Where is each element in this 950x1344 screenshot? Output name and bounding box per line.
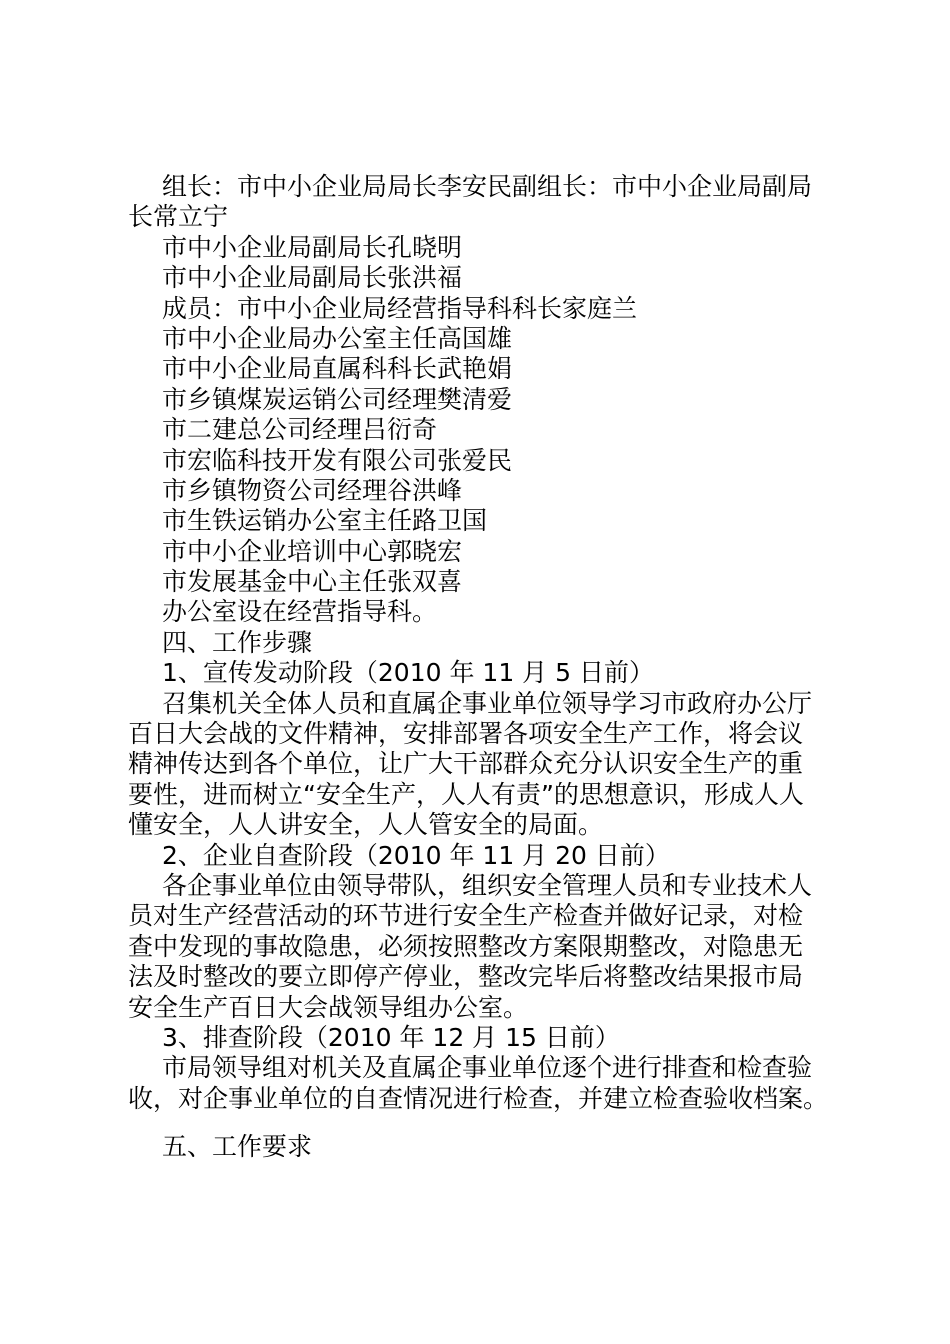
text-line: 懂安全，人人讲安全，人人管安全的局面。 <box>128 810 604 840</box>
text-line: 市乡镇煤炭运销公司经理樊清爱 <box>162 384 513 414</box>
document-page <box>128 172 829 1163</box>
paragraph-gap <box>128 1114 826 1132</box>
text-line: 收，对企事业单位的自查情况进行检查，并建立检查验收档案。 <box>128 1083 829 1113</box>
text-line: 市中小企业局办公室主任高国雄 <box>162 323 513 353</box>
text-line: 市局领导组对机关及直属企事业单位逐个进行排查和检查验 <box>162 1053 813 1083</box>
text-line: 市宏临科技开发有限公司张爱民 <box>162 445 513 475</box>
text-line: 安全生产百日大会战领导组办公室。 <box>128 992 529 1022</box>
section-heading: 四、工作步骤 <box>162 627 313 657</box>
text-line: 精神传达到各个单位，让广大干部群众充分认识安全生产的重 <box>128 749 804 779</box>
text-line: 法及时整改的要立即停产停业，整改完毕后将整改结果报市局 <box>128 962 804 992</box>
text-line: 市中小企业局副局长孔晓明 <box>162 232 463 262</box>
step-heading: 2、企业自查阶段（2010 年 11 月 20 日前） <box>162 840 670 870</box>
text-line: 成员：市中小企业局经营指导科科长家庭兰 <box>162 293 638 323</box>
text-line: 查中发现的事故隐患，必须按照整改方案限期整改，对隐患无 <box>128 931 804 961</box>
text-line: 办公室设在经营指导科。 <box>162 597 438 627</box>
step-heading: 1、宣传发动阶段（2010 年 11 月 5 日前） <box>162 658 654 688</box>
text-line: 员对生产经营活动的环节进行安全生产检查并做好记录，对检 <box>128 901 804 931</box>
text-line: 要性，进而树立“安全生产，人人有责”的思想意识，形成人人 <box>128 779 804 809</box>
text-line: 召集机关全体人员和直属企事业单位领导学习市政府办公厅 <box>162 688 813 718</box>
text-line: 长常立宁 <box>128 202 229 232</box>
text-line: 市中小企业局副局长张洪福 <box>162 263 463 293</box>
section-heading: 五、工作要求 <box>162 1132 313 1162</box>
text-line: 市生铁运销办公室主任路卫国 <box>162 506 488 536</box>
text-line: 市二建总公司经理吕衍奇 <box>162 415 438 445</box>
text-line: 百日大会战的文件精神，安排部署各项安全生产工作，将会议 <box>128 719 804 749</box>
step-heading: 3、排查阶段（2010 年 12 月 15 日前） <box>162 1022 620 1052</box>
text-line: 各企事业单位由领导带队，组织安全管理人员和专业技术人 <box>162 870 813 900</box>
text-line: 组长：市中小企业局局长李安民副组长：市中小企业局副局 <box>162 172 813 201</box>
text-line: 市发展基金中心主任张双喜 <box>162 567 463 597</box>
text-line: 市中小企业培训中心郭晓宏 <box>162 536 463 566</box>
text-line: 市中小企业局直属科科长武艳娟 <box>162 354 513 384</box>
text-line: 市乡镇物资公司经理谷洪峰 <box>162 475 463 505</box>
